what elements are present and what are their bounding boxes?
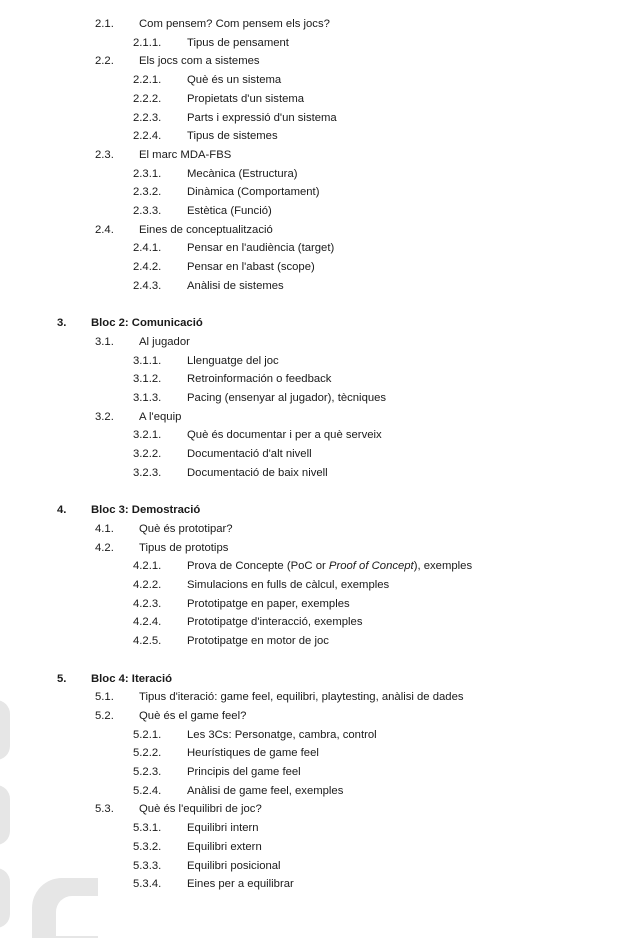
toc-entry-number: 4.2. — [95, 541, 114, 554]
toc-entry-number: 5.1. — [95, 691, 114, 704]
toc-entry-title: Equilibri extern — [187, 840, 262, 853]
toc-entry-number: 2.3.1. — [133, 167, 162, 180]
toc-entry-title-part: Proof of Concept — [328, 560, 414, 573]
toc-entry-number: 3.1.1. — [133, 354, 162, 367]
toc-entry-title: Heurístiques de game feel — [187, 747, 319, 760]
toc-entry-title: Pacing (ensenyar al jugador), tècniques — [187, 392, 387, 404]
toc-entry-title: El marc MDA-FBS — [139, 148, 232, 161]
toc-entry-title: Eines de conceptualització — [139, 223, 273, 236]
toc-entry-title: Tipus de prototips — [139, 541, 229, 554]
toc-entry-title: Retroinformación o feedback — [187, 373, 332, 386]
toc-entry-title: Anàlisi de sistemes — [187, 279, 284, 292]
toc-entry-title: Prototipatge d'interacció, exemples — [187, 616, 363, 629]
toc-entry-title: A l'equip — [139, 410, 182, 423]
toc-entry-number: 5.2.2. — [133, 747, 162, 760]
toc-entry-number: 5.3.4. — [133, 878, 162, 891]
toc-entry-number: 5.2.3. — [133, 766, 162, 778]
toc-entry-number: 4. — [57, 504, 67, 517]
toc-entry-title: Tipus de pensament — [187, 36, 289, 49]
toc-entry-number: 3.2. — [95, 410, 114, 423]
toc-entry-number: 2.4. — [95, 223, 114, 236]
watermark-shape-middle — [0, 785, 10, 845]
toc-entry-title: Documentació d'alt nivell — [187, 448, 312, 461]
toc-entry-number: 2.2.4. — [133, 130, 162, 143]
toc-entry-number: 4.2.1. — [133, 560, 162, 573]
toc-entry-title: Què és l'equilibri de joc? — [139, 803, 262, 816]
toc-entry-title: Què és el game feel? — [139, 709, 247, 722]
toc-entry-number: 4.2.5. — [133, 635, 162, 648]
toc-entry-title: Al jugador — [139, 335, 190, 348]
toc-entry-number: 4.2.4. — [133, 616, 162, 629]
toc-entry-number: 2.4.3. — [133, 279, 162, 292]
toc-entry-number: 2.2.2. — [133, 92, 162, 105]
toc-entry-number: 2.1.1. — [133, 36, 162, 49]
toc-entry-title: Les 3Cs: Personatge, cambra, control — [187, 728, 377, 741]
toc-entry-number: 4.2.2. — [133, 579, 162, 591]
toc-entry-title: Dinàmica (Comportament) — [187, 186, 320, 199]
toc-entry-title: Què és documentar i per a què serveix — [187, 429, 382, 442]
toc-entry-number: 5.3. — [95, 803, 114, 816]
toc-entry-number: 3.2.3. — [133, 466, 162, 479]
toc-entry-number: 2.2.3. — [133, 111, 162, 124]
toc-entry-number: 2.3.2. — [133, 186, 162, 199]
toc-entry-title: Mecànica (Estructura) — [187, 167, 298, 180]
toc-entry-title: Prototipatge en paper, exemples — [187, 597, 350, 610]
watermark-shape-bottom-c-inner — [56, 896, 106, 936]
toc-entry-title: Tipus de sistemes — [187, 130, 278, 143]
toc-entry-title: Bloc 3: Demostració — [91, 504, 201, 517]
toc-entry-number: 2.4.1. — [133, 242, 162, 255]
toc-entry-number: 2.2. — [95, 55, 114, 68]
toc-entry-title: Parts i expressió d'un sistema — [187, 111, 337, 124]
toc-entry-title: Bloc 4: Iteració — [91, 672, 172, 685]
toc-entry-title: Equilibri posicional — [187, 859, 281, 872]
toc-entry-title-part: ), exemples — [413, 560, 473, 573]
toc-entry-number: 2.4.2. — [133, 261, 162, 274]
toc-entry-number: 2.3.3. — [133, 205, 162, 217]
toc-entry-number: 2.1. — [95, 18, 114, 30]
toc-entry-title: Què és prototipar? — [139, 522, 233, 535]
watermark-shape-bottom-left — [0, 868, 10, 928]
toc-entry-title: Tipus d'iteració: game feel, equilibri, playtesting, anàlisi de dades — [139, 691, 464, 704]
toc-entry-title: Pensar en l'abast (scope) — [187, 261, 315, 274]
toc-entry-title-part: Prova de Concepte (PoC or — [187, 560, 329, 573]
toc-entry-title: Bloc 2: Comunicació — [91, 317, 203, 330]
toc-entry-number: 5.2. — [95, 709, 114, 722]
toc-entry-title: Principis del game feel — [187, 766, 301, 778]
toc-entry-title — [187, 558, 472, 574]
toc-entry-number: 5. — [57, 672, 67, 685]
toc-entry-title: Els jocs com a sistemes — [139, 55, 260, 68]
toc-entry-number: 3.1.2. — [133, 373, 162, 386]
toc-entry-number: 5.2.1. — [133, 728, 162, 741]
toc-entry-title: Llenguatge del joc — [187, 354, 279, 367]
toc-entry-title: Equilibri intern — [187, 822, 259, 835]
toc-entry-title: Anàlisi de game feel, exemples — [187, 784, 344, 797]
toc-entry-number: 4.2.3. — [133, 597, 162, 610]
toc-entry-number: 4.1. — [95, 522, 114, 535]
toc-entry-title: Què és un sistema — [187, 74, 282, 87]
toc-entry-title: Com pensem? Com pensem els jocs? — [139, 18, 330, 30]
toc-entry-title: Propietats d'un sistema — [187, 92, 305, 105]
toc-entry-title: Pensar en l'audiència (target) — [187, 242, 335, 255]
toc-entry-number: 3.1.3. — [133, 392, 162, 404]
toc-entry-title: Documentació de baix nivell — [187, 466, 328, 479]
toc-entry-number: 3.2.1. — [133, 429, 162, 442]
toc-entry-title: Estètica (Funció) — [187, 205, 272, 217]
watermark-shape-top — [0, 700, 10, 760]
toc-entry-number: 5.3.2. — [133, 840, 162, 853]
toc-entry-number: 5.3.3. — [133, 859, 162, 872]
toc-entry-title: Prototipatge en motor de joc — [187, 635, 329, 648]
toc-entry-title: Simulacions en fulls de càlcul, exemples — [187, 579, 390, 591]
toc-entry-title: Eines per a equilibrar — [187, 878, 294, 891]
toc-entry-number: 2.2.1. — [133, 74, 162, 87]
toc-entry-number: 2.3. — [95, 148, 114, 161]
toc-entry-number: 3. — [57, 317, 67, 330]
toc-entry-number: 5.3.1. — [133, 822, 162, 835]
toc-entry-number: 3.1. — [95, 335, 114, 348]
toc-entry-number: 5.2.4. — [133, 784, 162, 797]
toc-entry-number: 3.2.2. — [133, 448, 162, 461]
